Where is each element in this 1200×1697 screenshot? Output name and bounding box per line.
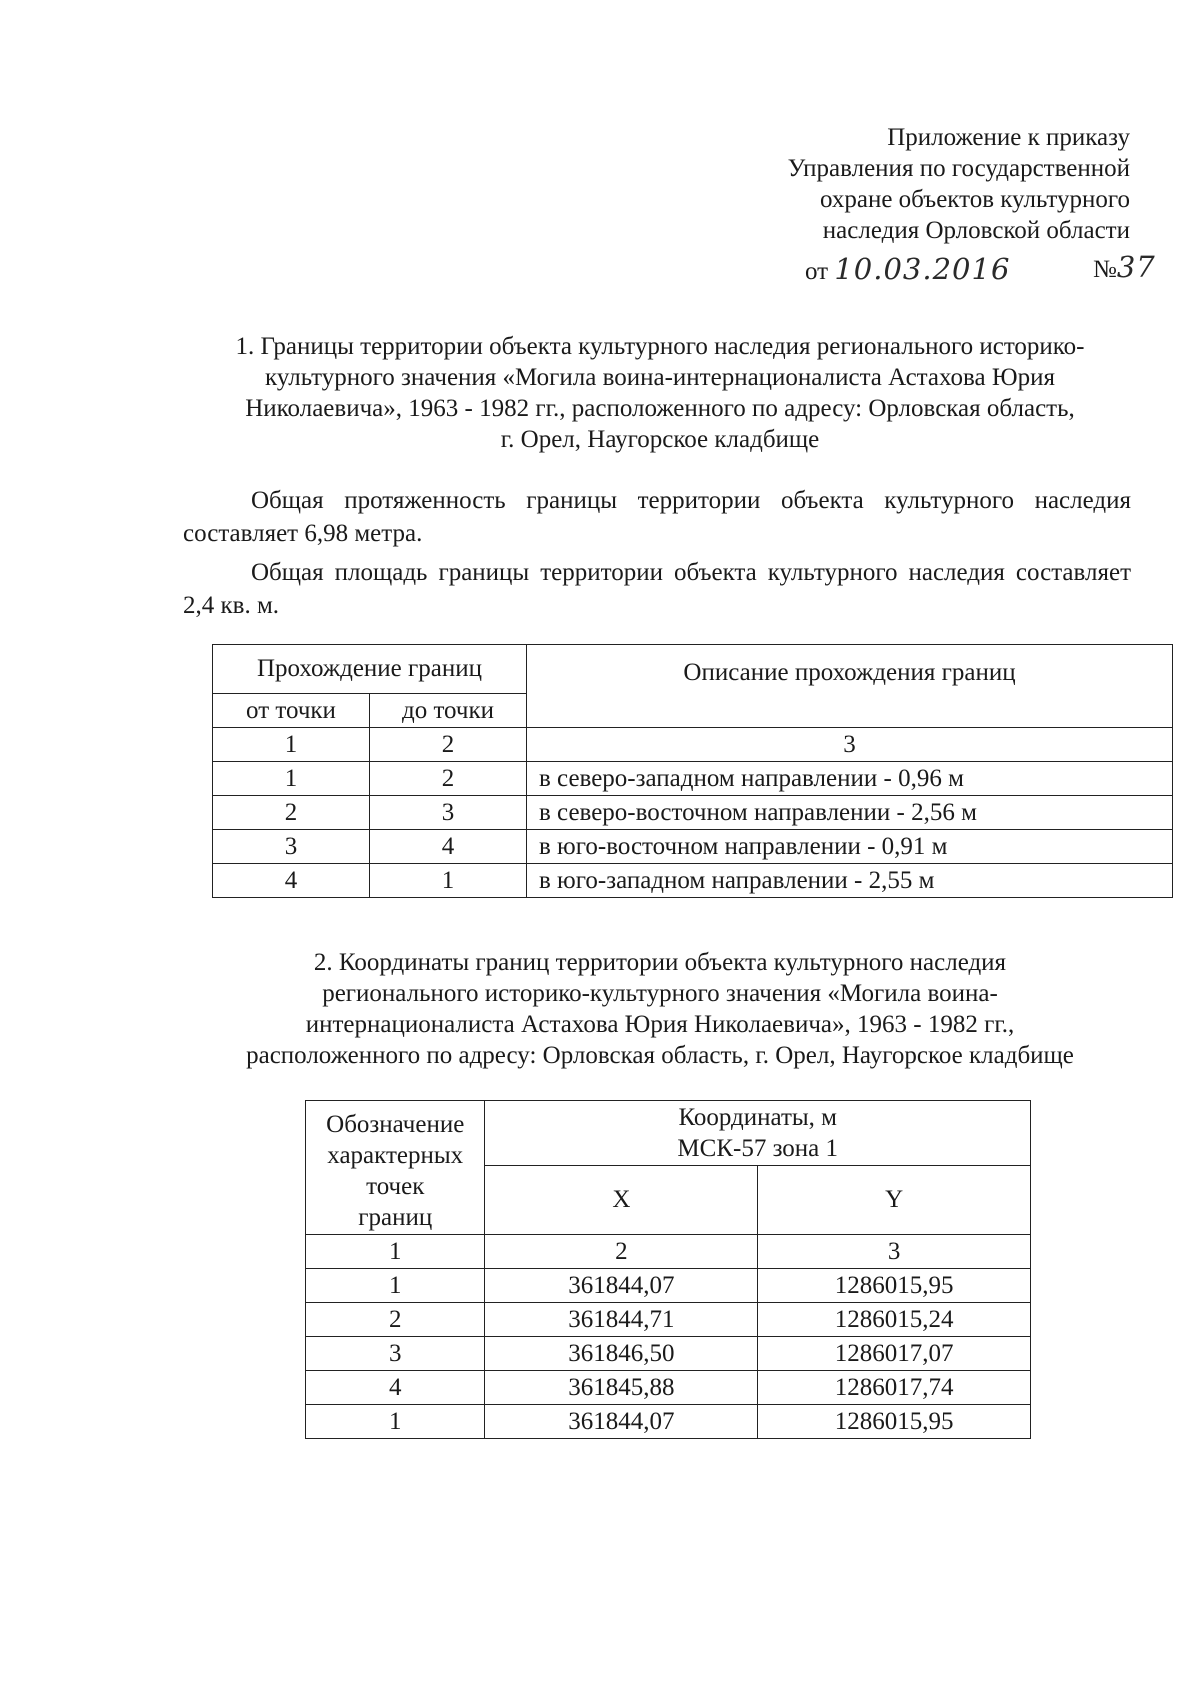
table-cell: 3 [370,796,527,830]
table-index-row [213,728,1173,762]
section1-title-line: г. Орел, Наугорское кладбище [500,426,820,453]
table-cell: в юго-восточном направлении - 0,91 м [527,830,1173,864]
header-boundary-description: Описание прохождения границ [527,645,1173,728]
table-cell: 3 [527,728,1173,762]
header-label-line: Обозначение [326,1111,465,1138]
table-cell: 361846,50 [485,1337,758,1371]
header-from-point: от точки [213,694,370,728]
number-prefix: № [1093,256,1117,283]
table-row [213,864,1173,898]
table-cell: 2 [370,728,527,762]
table-index-row [306,1235,1031,1269]
table-row [213,762,1173,796]
table-cell: 2 [306,1303,485,1337]
section1-title [170,331,1150,455]
section1-title-line: Николаевича», 1963 - 1982 гг., расположенного по адресу: Орловская область, [245,395,1075,422]
table-cell: 361844,07 [485,1405,758,1439]
header-coordinates [485,1101,1031,1166]
table-cell: 1 [306,1269,485,1303]
handwritten-date: 10.03.2016 [834,252,1011,286]
table-cell: 1286015,24 [758,1303,1031,1337]
coordinates-table [305,1100,1031,1439]
table-cell: 3 [758,1235,1031,1269]
table-cell: 4 [306,1371,485,1405]
appendix-header [660,122,1130,246]
table-cell: 2 [370,762,527,796]
appendix-line: Управления по государственной [787,155,1130,182]
table-cell: 1286015,95 [758,1405,1031,1439]
table-cell: 361844,07 [485,1269,758,1303]
table-cell: 2 [485,1235,758,1269]
table-cell: 361845,88 [485,1371,758,1405]
header-coordinate-system: МСК-57 зона 1 [677,1135,839,1162]
section1-title-line: культурного значения «Могила воина-интернационалиста Астахова Юрия [265,364,1055,391]
header-point-designation [306,1101,485,1235]
order-number [1093,250,1156,284]
header-label-line: точек [366,1173,425,1200]
boundary-description-table [212,644,1173,898]
header-label-line: характерных [327,1142,464,1169]
header-to-point: до точки [370,694,527,728]
table-cell: 3 [213,830,370,864]
table-cell: 1 [306,1405,485,1439]
table-row [306,1303,1031,1337]
appendix-line: охране объектов культурного [819,186,1130,213]
section1-body [183,484,1131,628]
table-cell: 1 [370,864,527,898]
header-x: X [485,1166,758,1235]
table-cell: 2 [213,796,370,830]
table-cell: 4 [370,830,527,864]
handwritten-number: 37 [1116,250,1156,284]
section2-title-line: интернационалиста Астахова Юрия Николаевича», 1963 - 1982 гг., [305,1011,1015,1038]
table-cell: в северо-восточном направлении - 2,56 м [527,796,1173,830]
table-row [306,1269,1031,1303]
table-cell: 1 [306,1235,485,1269]
section1-title-line: 1. Границы территории объекта культурного наследия регионального историко- [235,333,1085,360]
section2-title-line: 2. Координаты границ территории объекта культурного наследия [313,949,1007,976]
appendix-line: наследия Орловской области [822,217,1130,244]
section2-title-line: регионального историко-культурного значения «Могила воина- [322,980,998,1007]
header-coordinates-unit: Координаты, м [678,1104,838,1131]
table-cell: 3 [306,1337,485,1371]
table-cell: 361844,71 [485,1303,758,1337]
header-y: Y [758,1166,1031,1235]
table-row [306,1405,1031,1439]
table-cell: 1286015,95 [758,1269,1031,1303]
section2-title-line: расположенного по адресу: Орловская область, г. Орел, Наугорское кладбище [246,1042,1074,1069]
table-row [213,796,1173,830]
header-boundary-passage: Прохождение границ [213,645,527,694]
table-cell: 1 [213,728,370,762]
date-prefix: от [805,258,829,285]
table-cell: 1 [213,762,370,796]
header-label-line: границ [358,1204,433,1231]
table-cell: в северо-западном направлении - 0,96 м [527,762,1173,796]
table-cell: 4 [213,864,370,898]
table-cell: 1286017,07 [758,1337,1031,1371]
table-cell: 1286017,74 [758,1371,1031,1405]
table-row [306,1371,1031,1405]
appendix-line: Приложение к приказу [887,124,1130,151]
boundary-area-paragraph: Общая площадь границы территории объекта культурного наследия составляет 2,4 кв. м. [183,559,1131,619]
order-date [805,252,1010,286]
boundary-length-paragraph: Общая протяженность границы территории объекта культурного наследия составляет 6,98 метра. [183,487,1131,547]
table-row [306,1337,1031,1371]
table-cell: в юго-западном направлении - 2,55 м [527,864,1173,898]
section2-title [170,947,1150,1071]
table-row [213,830,1173,864]
